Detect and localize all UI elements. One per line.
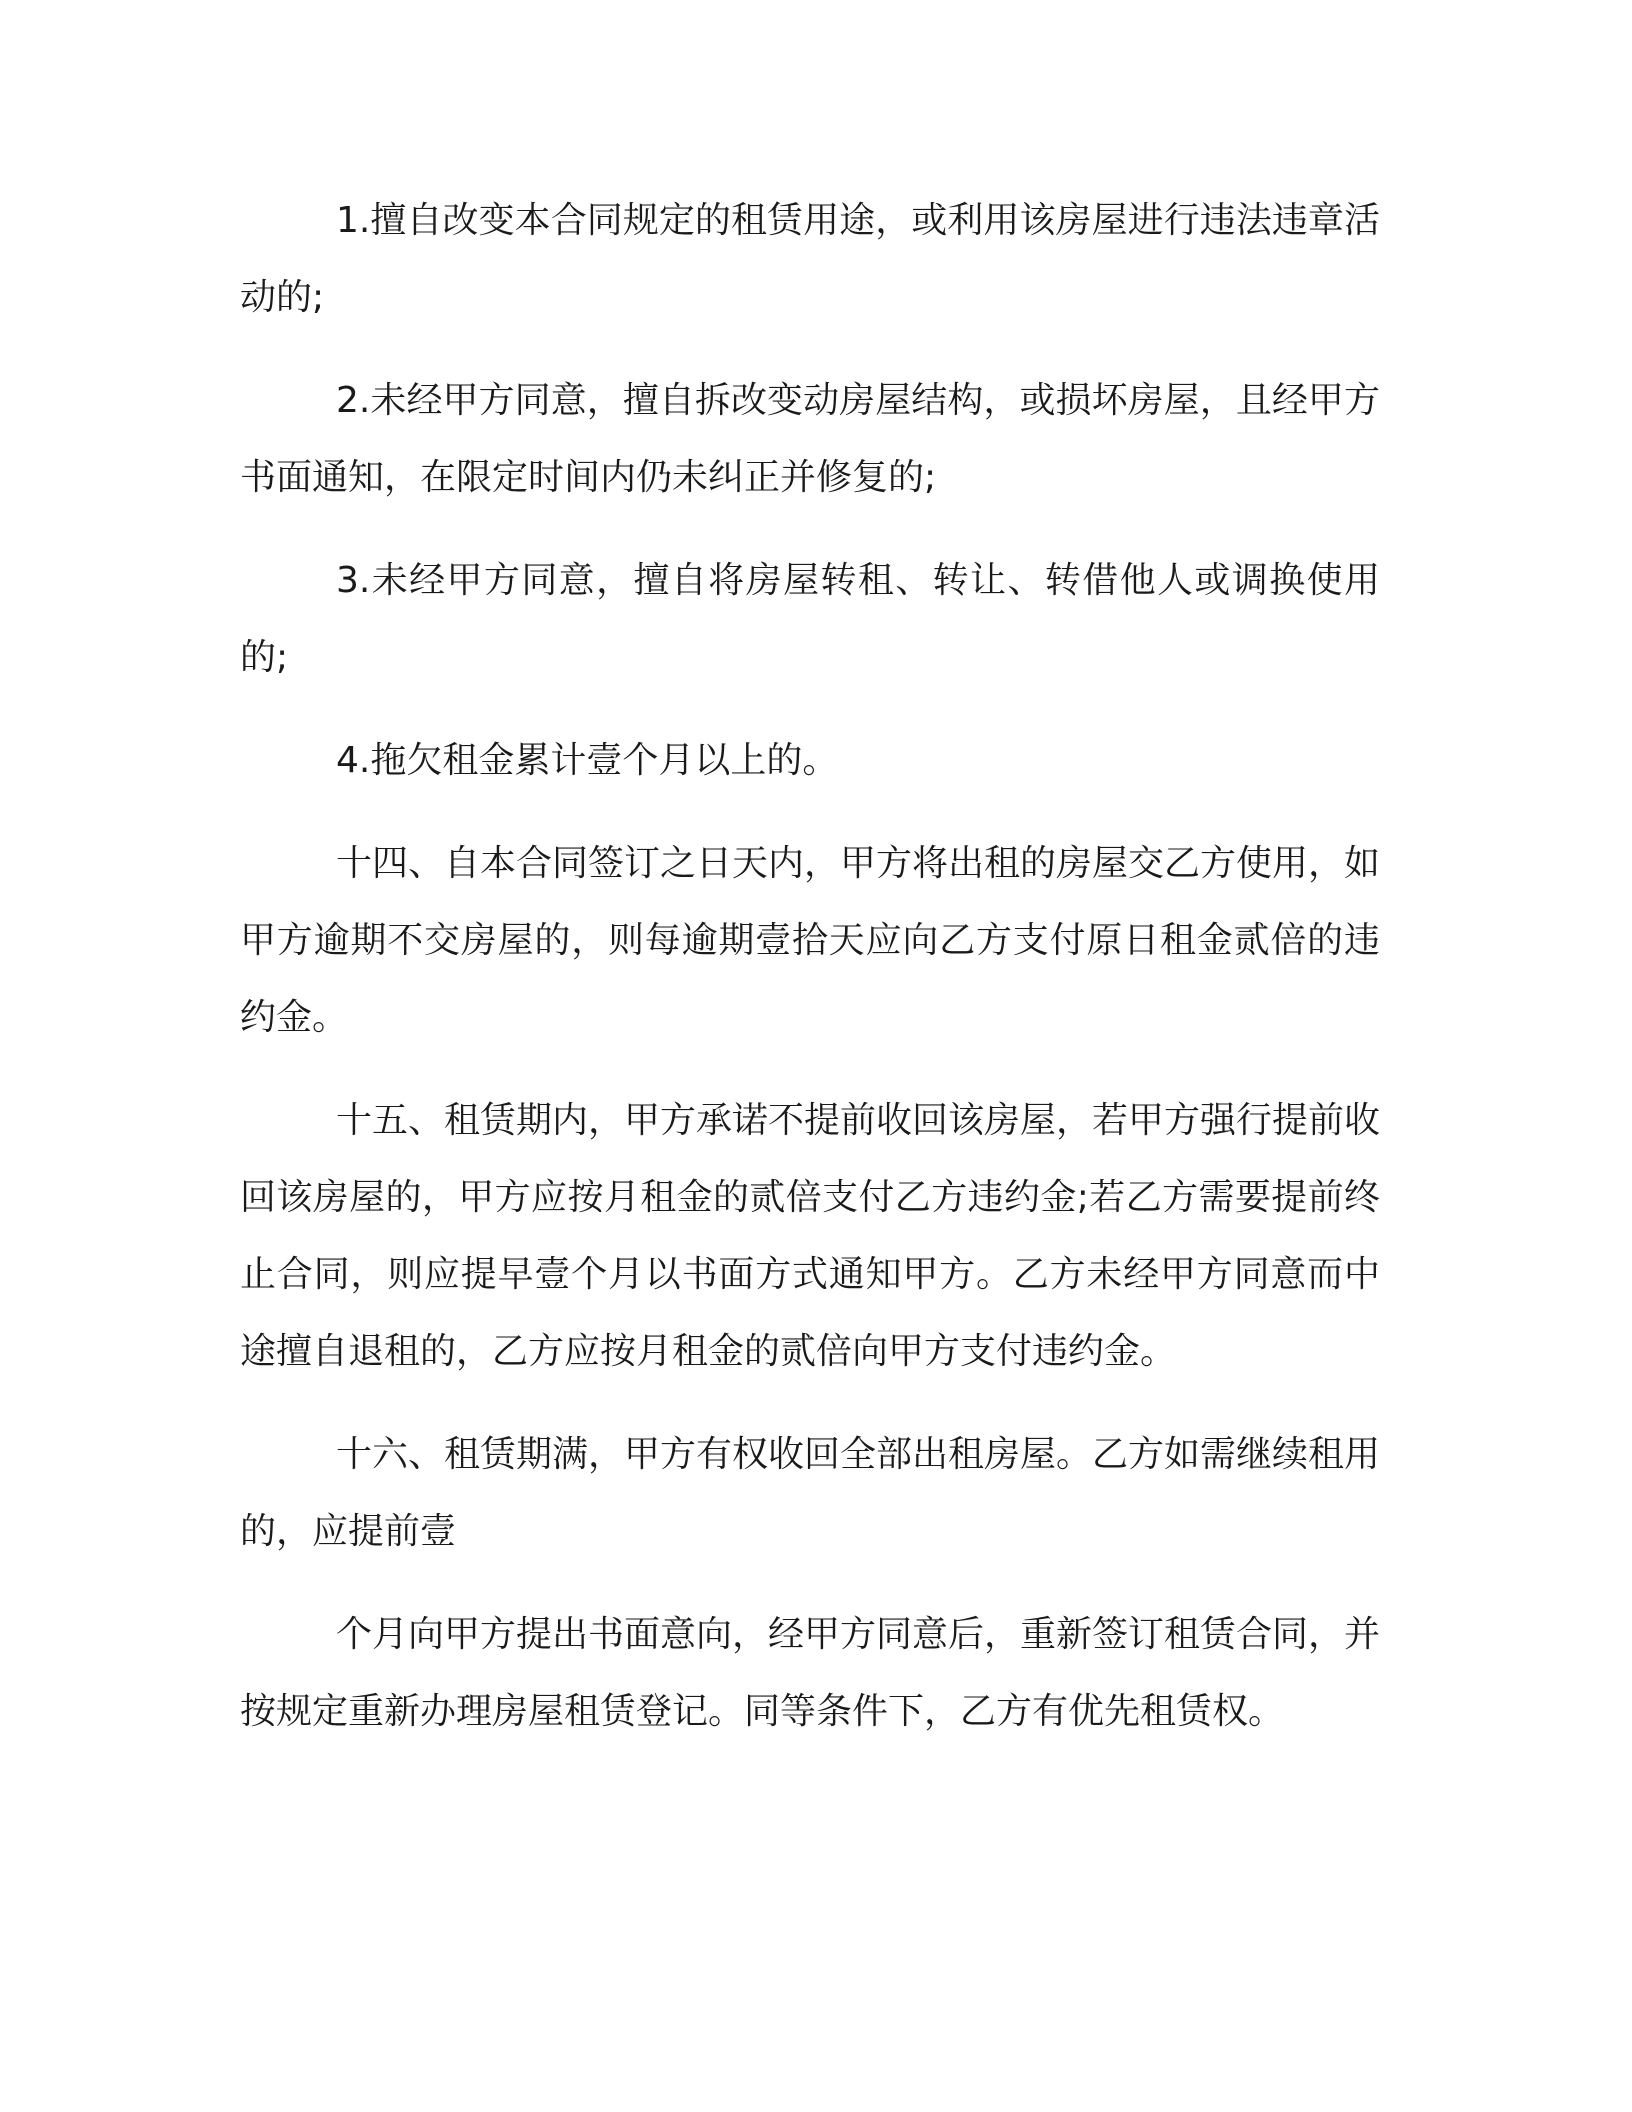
article-15: 十五、租赁期内，甲方承诺不提前收回该房屋，若甲方强行提前收回该房屋的，甲方应按月租金的贰倍支付乙方违约金;若乙方需要提前终止合同，则应提早壹个月以书面方式通知甲方。乙方未经甲方同意而中途擅自退租的，乙方应按月租金的贰倍向甲方支付违约金。 xyxy=(240,1100,1381,1372)
clause-1: 1.擅自改变本合同规定的租赁用途，或利用该房屋进行违法违章活动的; xyxy=(240,200,1380,318)
clause-4: 4.拖欠租金累计壹个月以上的。 xyxy=(336,740,839,781)
clause-3: 3.未经甲方同意，擅自将房屋转租、转让、转借他人或调换使用的; xyxy=(240,560,1380,678)
article-16: 十六、租赁期满，甲方有权收回全部出租房屋。乙方如需继续租用的，应提前壹 xyxy=(240,1434,1381,1552)
document-body xyxy=(240,182,1380,1776)
article-14: 十四、自本合同签订之日天内，甲方将出租的房屋交乙方使用，如甲方逾期不交房屋的，则每逾期壹拾天应向乙方支付原日租金贰倍的违约金。 xyxy=(240,843,1381,1038)
article-16-continued: 个月向甲方提出书面意向，经甲方同意后，重新签订租赁合同，并按规定重新办理房屋租赁登记。同等条件下，乙方有优先租赁权。 xyxy=(240,1614,1381,1732)
clause-2: 2.未经甲方同意，擅自拆改变动房屋结构，或损坏房屋，且经甲方书面通知，在限定时间内仍未纠正并修复的; xyxy=(240,380,1380,498)
